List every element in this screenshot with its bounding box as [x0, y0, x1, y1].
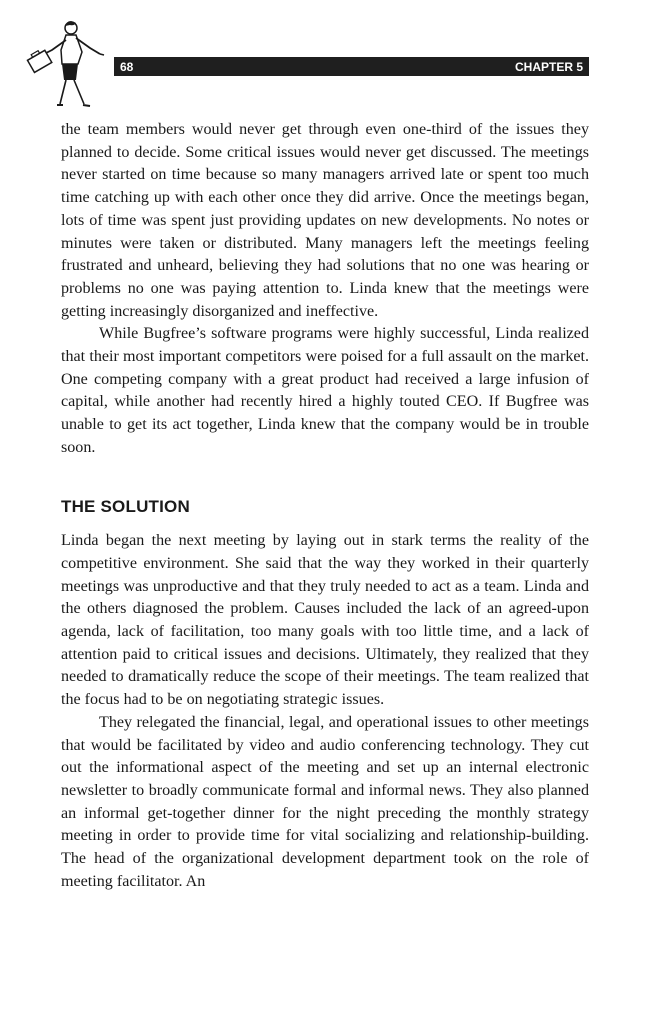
paragraph-1: the team members would never get through even one-third of the issues they planned to decide. Some critical issues would never get discussed. The meetings never started on time because so many managers arrived late or spent too much time catching up with each other once they did arrive. Once the meetings began, lots of time was spent just providing updates on new developments. No notes or minutes were taken or distributed. Many managers left the meetings feeling frustrated and unheard, believing they had solutions that no one was hearing or problems no one was paying attention to. Linda knew that the meetings were getting increasingly disorganized and ineffective. — [61, 121, 589, 320]
running-header — [114, 57, 589, 76]
businesswoman-briefcase-icon — [26, 18, 106, 108]
paragraph-4: They relegated the financial, legal, and operational issues to other meetings that would be facilitated by video and audio conferencing technology. They cut out the informational aspect of the meeting and set up an internal electronic newsletter to broadly communicate formal and informal news. They also planned an informal get-together dinner for the night preceding the monthly strategy meeting in order to provide time for vital socializing and relationship-building. The head of the organizational development department took on the role of meeting facilitator. An — [61, 713, 589, 890]
section-heading: THE SOLUTION — [61, 496, 190, 516]
page-body — [61, 119, 589, 894]
paragraph-3: Linda began the next meeting by laying out in stark terms the reality of the competitive environment. She said that the way they worked in their quarterly meetings was unproductive and that they truly needed to act as a team. Linda and the others diagnosed the problem. Causes included the lack of an agreed-upon agenda, lack of facilitation, too many goals with too little time, and a lack of attention paid to critical issues and decisions. Ultimately, they realized that they needed to dramatically reduce the scope of their meetings. The team realized that the focus had to be on negotiating strategic issues. — [61, 532, 589, 709]
page-number: 68 — [120, 59, 134, 74]
chapter-label: CHAPTER 5 — [514, 59, 583, 74]
paragraph-2: While Bugfree’s software programs were highly successful, Linda realized that their most important competitors were poised for a full assault on the market. One competing company with a great product had received a large infusion of capital, while another had recently hired a highly touted CEO. If Bugfree was unable to get its act together, Linda knew that the company would be in trouble soon. — [61, 325, 589, 456]
